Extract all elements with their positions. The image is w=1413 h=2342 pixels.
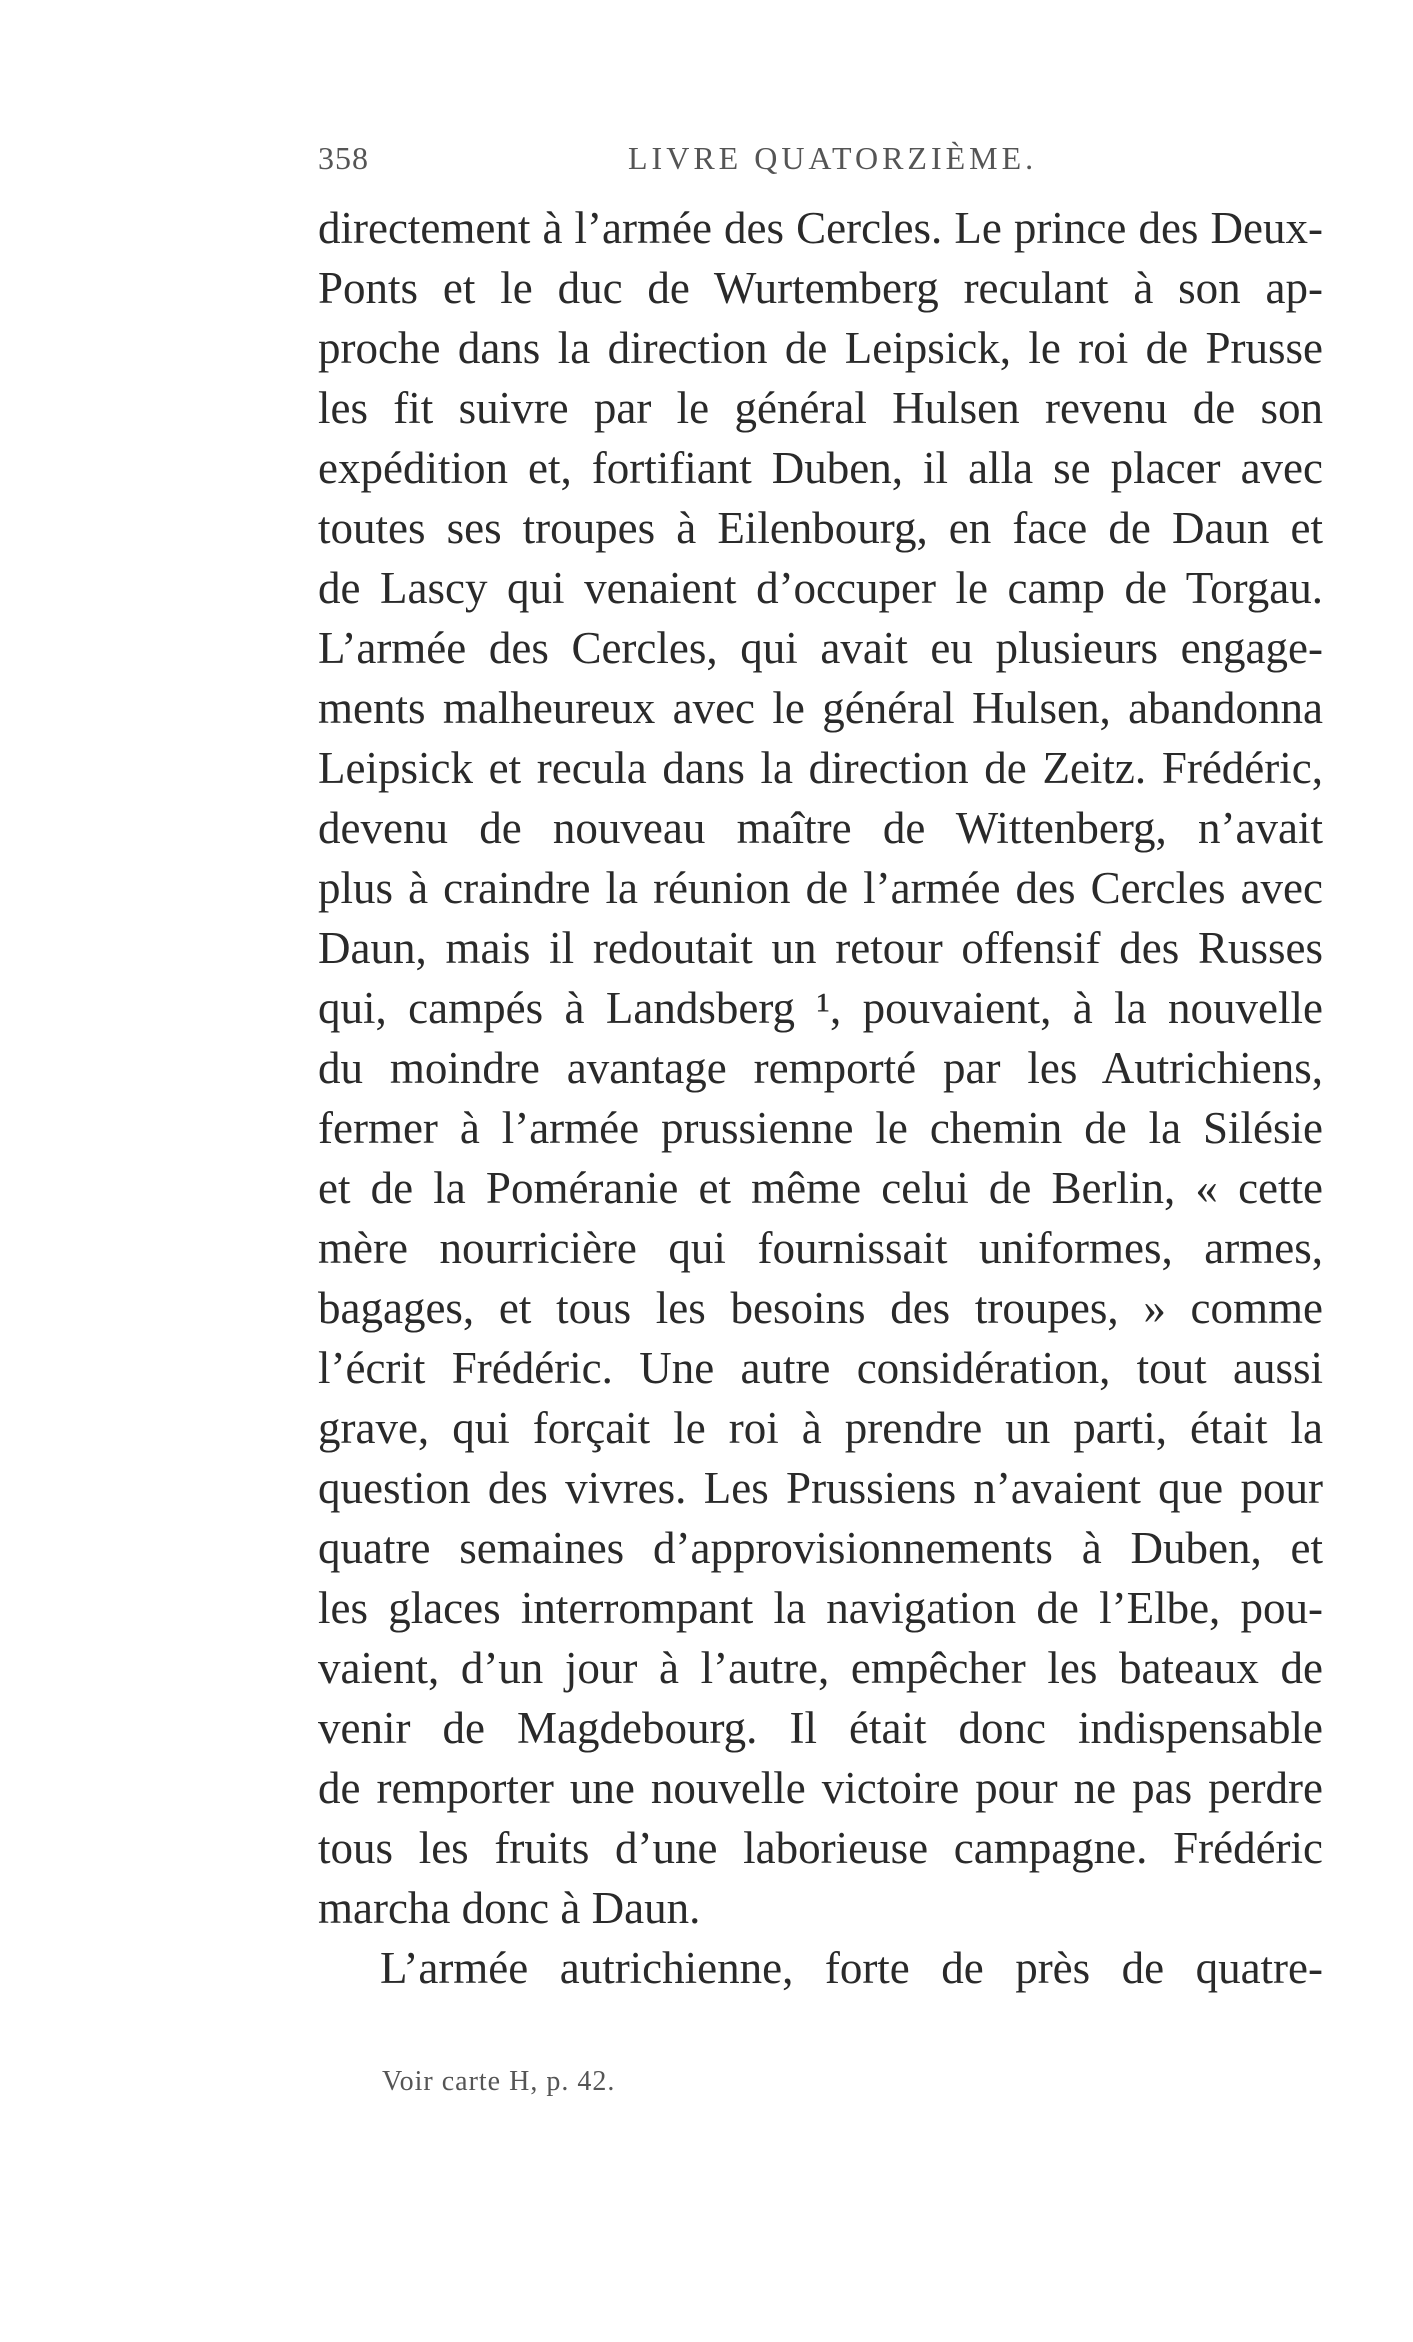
text-line: grave, qui forçait le roi à prendre un parti, était la [318,1403,1323,1453]
body-text [318,198,1323,1998]
text-line: Daun, mais il redoutait un retour offensif des Russes [318,923,1323,973]
text-line: fermer à l’armée prussienne le chemin de la Silésie [318,1103,1323,1153]
text-line: venir de Magdebourg. Il était donc indispensable [318,1703,1323,1753]
text-line: tous les fruits d’une laborieuse campagne. Frédéric [318,1823,1323,1873]
text-line: proche dans la direction de Leipsick, le roi de Prusse [318,323,1323,373]
footnote: Voir carte H, p. 42. [382,2066,616,2097]
text-line-paragraph-start: L’armée autrichienne, forte de près de quatre- [380,1943,1323,1993]
text-line: expédition et, fortifiant Duben, il alla se placer avec [318,443,1323,493]
running-head [318,140,1323,184]
text-line: L’armée des Cercles, qui avait eu plusieurs engage- [318,623,1323,673]
text-line: toutes ses troupes à Eilenbourg, en face de Daun et [318,503,1323,553]
text-line: plus à craindre la réunion de l’armée des Cercles avec [318,863,1323,913]
text-line: l’écrit Frédéric. Une autre considération, tout aussi [318,1343,1323,1393]
running-title: LIVRE QUATORZIÈME. [628,140,1038,176]
text-line: mère nourricière qui fournissait uniformes, armes, [318,1223,1323,1273]
text-line: les fit suivre par le général Hulsen revenu de son [318,383,1323,433]
text-line: quatre semaines d’approvisionnements à Duben, et [318,1523,1323,1573]
text-line: de Lascy qui venaient d’occuper le camp de Torgau. [318,563,1323,613]
text-line: directement à l’armée des Cercles. Le prince des Deux- [318,203,1323,253]
text-line: et de la Poméranie et même celui de Berlin, « cette [318,1163,1323,1213]
text-line: question des vivres. Les Prussiens n’avaient que pour [318,1463,1323,1513]
text-line: de remporter une nouvelle victoire pour ne pas perdre [318,1763,1323,1813]
text-line: qui, campés à Landsberg ¹, pouvaient, à la nouvelle [318,983,1323,1033]
text-line-paragraph-end: marcha donc à Daun. [318,1883,701,1933]
text-line: bagages, et tous les besoins des troupes, » comme [318,1283,1323,1333]
text-line: les glaces interrompant la navigation de l’Elbe, pou- [318,1583,1323,1633]
page-number: 358 [318,140,369,176]
text-line: Leipsick et recula dans la direction de Zeitz. Frédéric, [318,743,1323,793]
text-line: devenu de nouveau maître de Wittenberg, n’avait [318,803,1323,853]
text-line: ments malheureux avec le général Hulsen, abandonna [318,683,1323,733]
text-line: vaient, d’un jour à l’autre, empêcher les bateaux de [318,1643,1323,1693]
text-line: Ponts et le duc de Wurtemberg reculant à son ap- [318,263,1323,313]
text-line: du moindre avantage remporté par les Autrichiens, [318,1043,1323,1093]
